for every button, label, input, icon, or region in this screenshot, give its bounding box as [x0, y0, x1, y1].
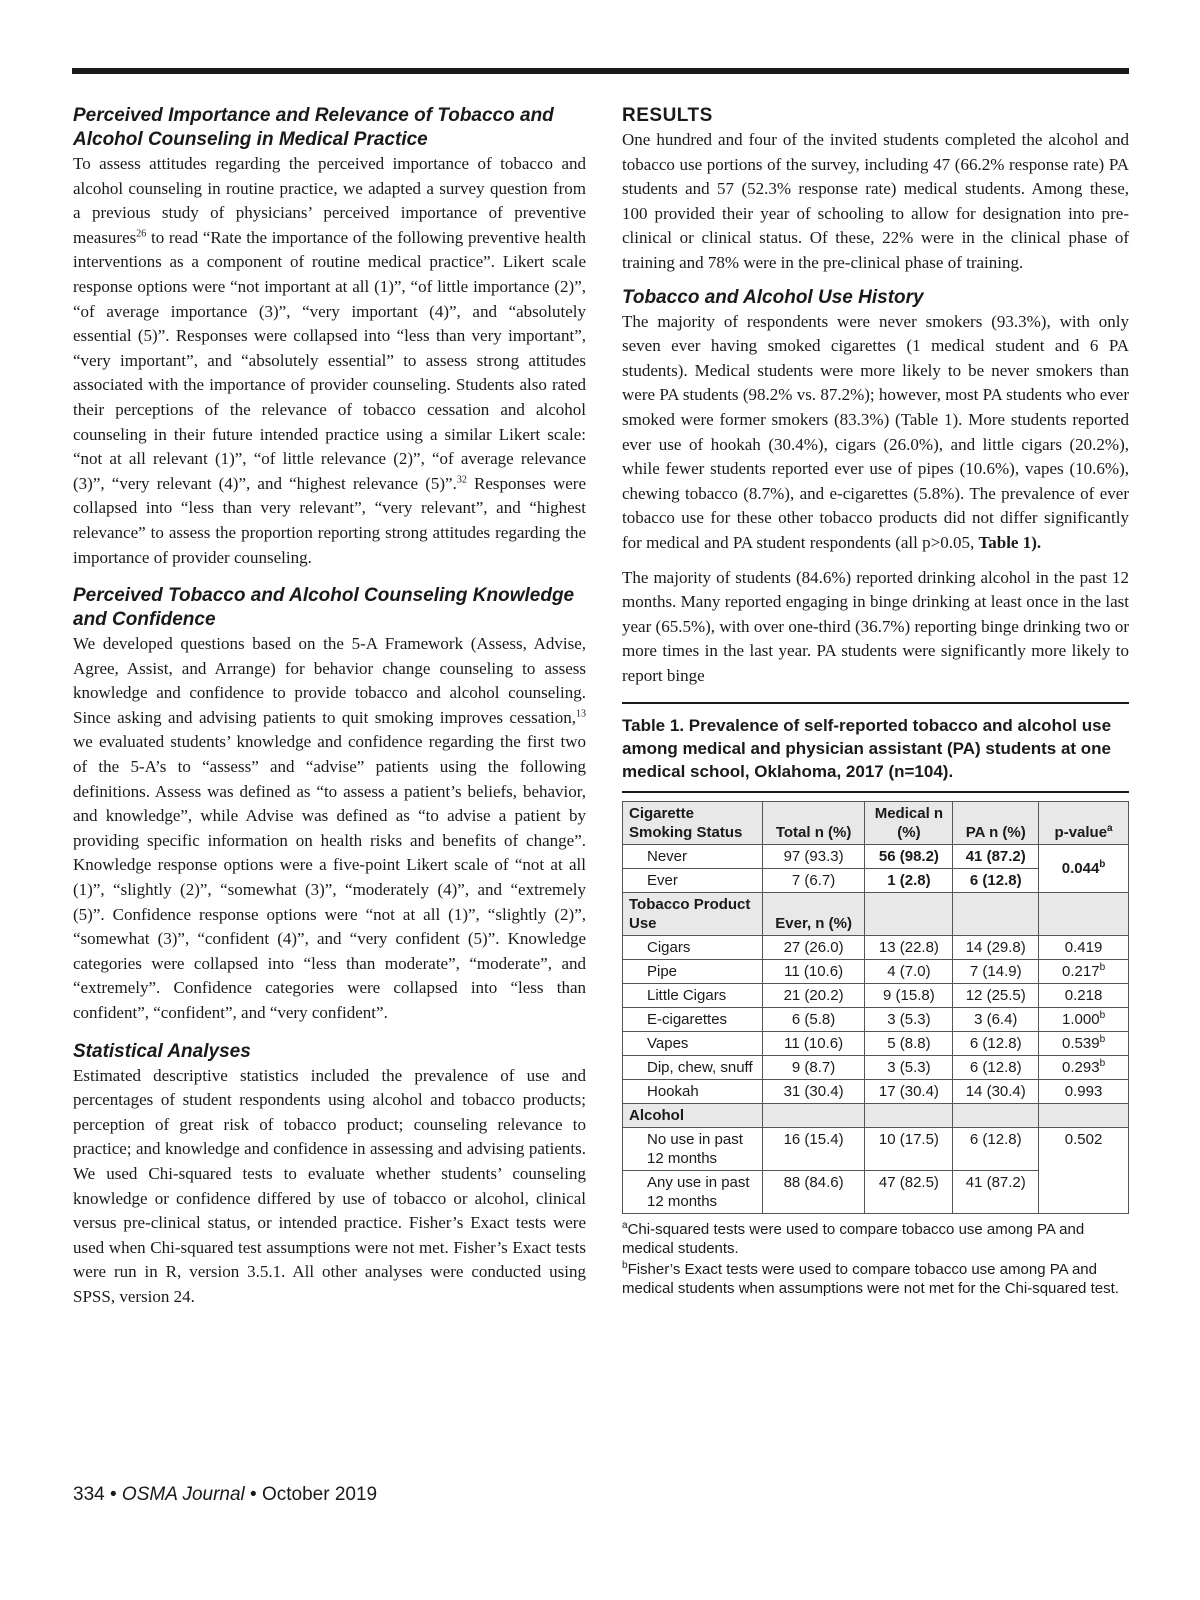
cell-p-value	[1039, 936, 1129, 960]
table-row	[623, 845, 1129, 869]
paragraph-alcohol: The majority of students (84.6%) reported drinking alcohol in the past 12 months. Many reported engaging in binge drinking at least once in the last year (65.5%), with over one-third (36.7%) reporting binge drinking two or more times in the last year. PA students were significantly more likely to report binge	[622, 567, 1129, 685]
section-heading-use-history: Tobacco and Alcohol Use History	[622, 286, 924, 308]
text-span: 0.539	[1062, 1035, 1100, 1053]
header-medical: Medical n (%)	[865, 802, 953, 845]
section-heading-knowledge: Perceived Tobacco and Alcohol Counseling Knowledge and Confidence	[73, 585, 575, 631]
text-span: 0.993	[1064, 1083, 1103, 1101]
cell-total: 11 (10.6)	[762, 1032, 865, 1056]
text-span: 0.419	[1064, 939, 1103, 957]
prevalence-table	[622, 801, 1129, 1214]
issue-date: October 2019	[261, 1484, 378, 1505]
header-total: Total n (%)	[762, 802, 865, 845]
text-span: 0.218	[1064, 987, 1103, 1005]
top-rule	[72, 68, 1129, 74]
table-subheader-row	[623, 893, 1129, 936]
text-span: Responses were collapsed into “less than very relevant”, “very relevant”, and “highest relevance” to assess the proportion reporting strong attitudes regarding the importance of provider counseling.	[73, 473, 586, 567]
cell-p-value	[1039, 1008, 1129, 1032]
table-row	[623, 1128, 1129, 1171]
footnote-marker: b	[1099, 1034, 1106, 1046]
cell-pa: 41 (87.2)	[953, 1171, 1039, 1214]
tobacco-rows	[623, 936, 1129, 1104]
citation: 26	[136, 228, 147, 240]
text-span: 0.044	[1061, 860, 1100, 878]
cell-medical: 10 (17.5)	[865, 1128, 953, 1171]
text-span: p-value	[1054, 824, 1108, 842]
citation: 13	[576, 708, 586, 720]
right-column	[622, 104, 1129, 1298]
text-span: to read “Rate the importance of the following preventive health interventions as a component of routine medical practice”. Likert scale response options were “not important at all (1)”, “of little importance (2)”, “of average importance (3)”, “very important (4)”, and “absolutely essential (5)”. Responses were collapsed into “less than very important”, “very important”, and “absolutely essential” to assess strong attitudes associated with the importance of provider counseling. Students also rated their perceptions of the relevance of tobacco cessation and alcohol counseling in their future intended practice using a similar Likert scale: “not at all relevant (1)”, “of little relevance (2)”, “of average relevance (3)”, “very relevant (4)”, and “highest relevance (5)”.	[73, 227, 586, 493]
header-p-value	[1039, 802, 1129, 845]
cell-pa: 7 (14.9)	[953, 960, 1039, 984]
empty-cell	[953, 1104, 1039, 1128]
table-row	[623, 984, 1129, 1008]
footnote-marker: b	[1099, 1010, 1106, 1022]
footnote-marker: a	[622, 1220, 628, 1232]
row-label: No use in past 12 months	[623, 1128, 763, 1171]
empty-cell	[1039, 893, 1129, 936]
cell-medical: 1 (2.8)	[865, 869, 953, 893]
cell-medical: 9 (15.8)	[865, 984, 953, 1008]
empty-cell	[1039, 1104, 1129, 1128]
paragraph-statistics: Estimated descriptive statistics included the prevalence of use and percentages of student respondents using alcohol and tobacco products; perception of great risk of tobacco product; counseling relevance to practice; and knowledge and confidence in assessing and advising patients. We used Chi-squared tests to evaluate whether students’ counseling knowledge or confidence differed by use of tobacco or alcohol, clinical versus pre-clinical status, or intended practice. Fisher’s Exact tests were used when Chi-squared test assumptions were not met. Fisher’s Exact tests were run in R, version 3.5.1. All other analyses were conducted using SPSS, version 24.	[73, 1065, 586, 1306]
cell-total: 6 (5.8)	[762, 1008, 865, 1032]
cell-pa: 12 (25.5)	[953, 984, 1039, 1008]
cell-medical: 17 (30.4)	[865, 1080, 953, 1104]
text-span: we evaluated students’ knowledge and confidence regarding the first two of the 5-A’s to “assess” and “advise” patients using the following definitions. Assess was defined as “to assess a patient’s beliefs, behavior, and knowledge”, while Advise was defined as “to advise a patient by providing specific information on health risks and benefits of change”. Knowledge response options were a five-point Likert scale of “not at all (1)”, “slightly (2)”, “somewhat (3)”, “moderately (4)”, and “extremely (5)”. Confidence response options were “not at all (1)”, “slightly (2)”, “somewhat (3)”, “confident (4)”, and “very confident (5)”. Knowledge categories were collapsed into “less than moderate”, “moderate”, and “extremely”. Confidence categories were collapsed into “less than confident”, “confident”, and “very confident”.	[73, 732, 586, 1022]
empty-cell	[762, 1104, 865, 1128]
cell-pa: 41 (87.2)	[953, 845, 1039, 869]
table-row	[623, 1008, 1129, 1032]
row-label: Ever	[623, 869, 763, 893]
separator: •	[104, 1484, 122, 1505]
cell-total: 27 (26.0)	[762, 936, 865, 960]
text-span: The majority of respondents were never smokers (93.3%), with only seven ever having smoked cigarettes (1 medical student and 6 PA students). Medical students were more likely to be never smokers than were PA students (98.2% vs. 87.2%); however, most PA students who ever smoked were former smokers (83.3%) (Table 1). More students reported ever use of hookah (30.4%), cigars (26.0%), and little cigars (20.2%), while fewer students reported ever use of pipes (10.6%), vapes (10.6%), chewing tobacco (8.7%), and e-cigarettes (5.8%). The prevalence of ever tobacco use for these other tobacco products did not differ significantly for medical and PA student respondents (all p>0.05,	[622, 311, 1129, 552]
cell-pa: 6 (12.8)	[953, 869, 1039, 893]
left-column	[73, 104, 586, 1310]
row-label: Pipe	[623, 960, 763, 984]
table-reference: Table 1).	[978, 532, 1042, 552]
cell-medical: 3 (5.3)	[865, 1056, 953, 1080]
text-span: To assess attitudes regarding the perceived importance of tobacco and alcohol counseling in routine practice, we adapted a survey question from a previous study of physicians’ perceived importance of preventive measures	[73, 154, 586, 247]
cell-p-value	[1039, 960, 1129, 984]
cell-pa: 14 (29.8)	[953, 936, 1039, 960]
footnote-marker: b	[1099, 859, 1106, 871]
subheader-alcohol: Alcohol	[623, 1104, 763, 1128]
text-span: We developed questions based on the 5-A Framework (Assess, Advise, Agree, Assist, and Arrange) for behavior change counseling to assess knowledge and confidence to provide tobacco and alcohol counseling. Since asking and advising patients to quit smoking improves cessation,	[73, 634, 586, 727]
page-number: 334	[73, 1484, 105, 1505]
cell-pa: 3 (6.4)	[953, 1008, 1039, 1032]
row-label: E-cigarettes	[623, 1008, 763, 1032]
cell-pa: 14 (30.4)	[953, 1080, 1039, 1104]
cell-pa: 6 (12.8)	[953, 1128, 1039, 1171]
row-label: Little Cigars	[623, 984, 763, 1008]
cell-total: 88 (84.6)	[762, 1171, 865, 1214]
cell-total: 97 (93.3)	[762, 845, 865, 869]
section-heading-importance: Perceived Importance and Relevance of Tobacco and Alcohol Counseling in Medical Practice	[73, 105, 554, 150]
footnote-marker: a	[1107, 823, 1113, 835]
journal-name: OSMA Journal	[121, 1484, 245, 1505]
section-heading-statistics: Statistical Analyses	[73, 1040, 251, 1062]
cell-total: 7 (6.7)	[762, 869, 865, 893]
page-footer	[73, 1484, 377, 1506]
cell-medical: 13 (22.8)	[865, 936, 953, 960]
row-label: Never	[623, 845, 763, 869]
cell-pa: 6 (12.8)	[953, 1032, 1039, 1056]
row-label: Any use in past 12 months	[623, 1171, 763, 1214]
cell-medical: 47 (82.5)	[865, 1171, 953, 1214]
text-span: 0.217	[1062, 963, 1100, 981]
table-row	[623, 1032, 1129, 1056]
text-span: 1.000	[1062, 1011, 1100, 1029]
footnote-marker: b	[1099, 962, 1106, 974]
cell-medical: 56 (98.2)	[865, 845, 953, 869]
footnote-marker: b	[1099, 1058, 1106, 1070]
cell-total: 9 (8.7)	[762, 1056, 865, 1080]
table-row	[623, 1080, 1129, 1104]
table-row	[623, 960, 1129, 984]
footnote-marker: b	[622, 1260, 628, 1272]
text-span: 0.293	[1062, 1059, 1100, 1077]
table-row	[623, 936, 1129, 960]
cell-total: 31 (30.4)	[762, 1080, 865, 1104]
empty-cell	[865, 1104, 953, 1128]
cell-total: 16 (15.4)	[762, 1128, 865, 1171]
cell-medical: 3 (5.3)	[865, 1008, 953, 1032]
subheader-tobacco: Tobacco Product Use	[623, 893, 763, 936]
cell-p-value	[1039, 984, 1129, 1008]
cell-p-value	[1039, 1056, 1129, 1080]
table-caption: Table 1. Prevalence of self-reported tobacco and alcohol use among medical and physician assistant (PA) students at one medical school, Oklahoma, 2017 (n=104).	[622, 702, 1129, 793]
paragraph-knowledge	[73, 632, 586, 1026]
table-header-row	[623, 802, 1129, 845]
row-label: Hookah	[623, 1080, 763, 1104]
cell-medical: 4 (7.0)	[865, 960, 953, 984]
table-subheader-row	[623, 1104, 1129, 1128]
cell-p-value	[1039, 845, 1129, 893]
text-span: Fisher’s Exact tests were used to compare tobacco use among PA and medical students when assumptions were not met for the Chi-squared test.	[622, 1261, 1119, 1298]
separator: •	[244, 1484, 262, 1505]
header-smoking-status: Cigarette Smoking Status	[623, 802, 763, 845]
row-label: Dip, chew, snuff	[623, 1056, 763, 1080]
cell-p-value	[1039, 1080, 1129, 1104]
table-row	[623, 1056, 1129, 1080]
section-heading-results: RESULTS	[622, 105, 713, 126]
paragraph-importance	[73, 152, 586, 570]
cell-p-value	[1039, 1032, 1129, 1056]
cell-total: 21 (20.2)	[762, 984, 865, 1008]
row-label: Vapes	[623, 1032, 763, 1056]
cell-medical: 5 (8.8)	[865, 1032, 953, 1056]
empty-cell	[865, 893, 953, 936]
cell-p-value: 0.502	[1039, 1128, 1129, 1214]
text-span: Chi-squared tests were used to compare tobacco use among PA and medical students.	[622, 1221, 1085, 1258]
subheader-ever: Ever, n (%)	[762, 893, 865, 936]
cell-pa: 6 (12.8)	[953, 1056, 1039, 1080]
row-label: Cigars	[623, 936, 763, 960]
citation: 32	[456, 474, 467, 486]
paragraph-results: One hundred and four of the invited students completed the alcohol and tobacco use portions of the survey, including 47 (66.2% response rate) PA students and 57 (52.3% response rate) medical students. Among these, 100 provided their year of schooling to allow for designation into pre-clinical or clinical status. Of these, 22% were in the clinical phase of training and 78% were in the pre-clinical phase of training.	[622, 130, 1129, 272]
empty-cell	[953, 893, 1039, 936]
cell-total: 11 (10.6)	[762, 960, 865, 984]
paragraph-use-history	[622, 310, 1129, 556]
header-pa: PA n (%)	[953, 802, 1039, 845]
table-footnote-a	[622, 1220, 1129, 1258]
table-footnote-b	[622, 1260, 1129, 1298]
